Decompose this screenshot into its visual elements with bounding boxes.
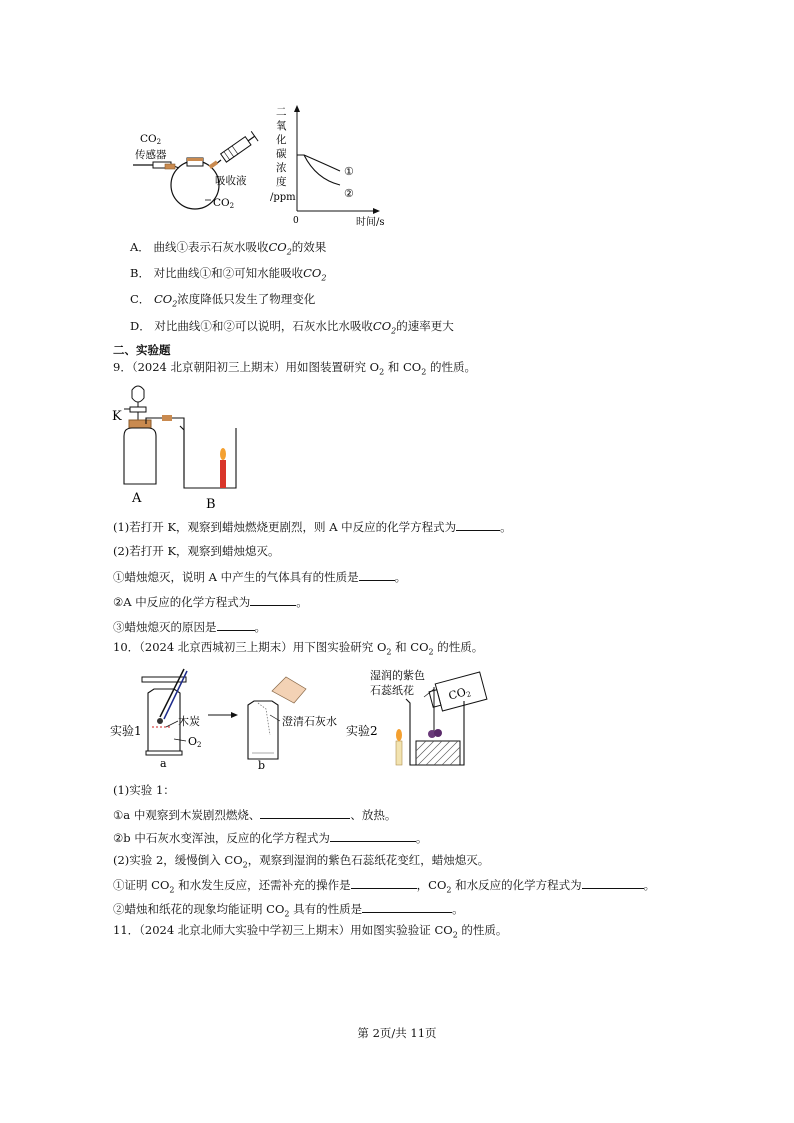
option-b: B． 对比曲线①和②可知水能吸收$CO_2$ — [130, 266, 327, 283]
q9-part2-2: ②A 中反应的化学方程式为 。 — [113, 595, 308, 609]
label-b: B — [206, 497, 216, 510]
page-footer: 第 2页/共 11页 — [357, 1026, 437, 1040]
q9-apparatus-figure — [110, 380, 250, 510]
label-a: A — [132, 491, 142, 506]
litmus-label-2: 石蕊纸花 — [370, 684, 414, 697]
q10-intro: 10．（2024 北京西城初三上期末）用下图实验研究 $O_2$ 和 $CO_2$ 的性质。 — [113, 640, 484, 657]
q10-part2: (2)实验 2，缓慢倒入 $CO_2$，观察到湿润的紫色石蕊纸花变红，蜡烛熄灭。 — [113, 853, 490, 870]
graph-xlabel: 时间/s — [356, 217, 385, 228]
bottle-b-label: b — [258, 759, 266, 772]
charcoal-label: 木炭 — [178, 715, 200, 728]
q10-experiment-figure — [108, 663, 498, 773]
sensor-label-co2: CO2 — [140, 133, 162, 146]
option-c: C． $CO_2$浓度降低只发生了物理变化 — [130, 292, 316, 309]
graph-origin: 0 — [293, 216, 299, 226]
section-title: 二、实验题 — [113, 343, 171, 357]
q10-part1-1: ①a 中观察到木炭剧烈燃烧、 、放热。 — [113, 808, 397, 822]
curve-2 — [304, 155, 340, 185]
svg-text:碳: 碳 — [276, 148, 287, 160]
exp2-label: 实验2 — [346, 724, 378, 738]
flask-co2-label: CO2 — [213, 197, 235, 210]
curve-1 — [297, 155, 340, 171]
q9-part1: (1)若打开 K，观察到蜡烛燃烧更剧烈，则 A 中反应的化学方程式为 。 — [113, 520, 512, 534]
svg-text:氧: 氧 — [276, 120, 287, 132]
limewater-label: 澄清石灰水 — [282, 715, 337, 728]
svg-text:二: 二 — [276, 106, 287, 118]
litmus-label-1: 湿润的紫色 — [370, 669, 425, 682]
q10-part2-2: ②蜡烛和纸花的现象均能证明 $CO_2$ 具有的性质是 。 — [113, 902, 464, 919]
absorb-liquid-label: 吸收液 — [215, 175, 247, 187]
q10-part1-2: ②b 中石灰水变浑浊，反应的化学方程式为 。 — [113, 831, 428, 845]
svg-text:浓: 浓 — [276, 162, 287, 174]
q10-part1: (1)实验 1： — [113, 783, 175, 797]
exp1-label: 实验1 — [110, 724, 142, 738]
co2-concentration-graph — [268, 103, 388, 228]
bottle-a-label: a — [160, 757, 167, 770]
option-d: D． 对比曲线①和②可以说明，石灰水比水吸收$CO_2$的速率更大 — [130, 319, 454, 336]
q9-part2-1: ①蜡烛熄灭，说明 A 中产生的气体具有的性质是 。 — [113, 570, 407, 584]
curve-1-label: ① — [344, 165, 354, 178]
option-a: A． 曲线①表示石灰水吸收$CO_2$的效果 — [130, 240, 327, 257]
o2-label: O2 — [188, 735, 202, 749]
graph-yunit: /ppm — [270, 192, 296, 203]
label-k: K — [112, 409, 122, 424]
q9-part2: (2)若打开 K，观察到蜡烛熄灭。 — [113, 544, 280, 558]
co2-bottle-label: CO2 — [447, 685, 473, 703]
graph-ylabel — [276, 106, 287, 188]
q9-intro: 9．（2024 北京朝阳初三上期末）用如图装置研究 $O_2$ 和 $CO_2$ 的性质。 — [113, 360, 476, 377]
svg-text:度: 度 — [276, 176, 287, 188]
absorption-apparatus-figure — [125, 130, 260, 215]
q9-part2-3: ③蜡烛熄灭的原因是 。 — [113, 620, 266, 634]
q11-intro: 11．（2024 北京北师大实验中学初三上期末）用如图实验验证 $CO_2$ 的性质。 — [113, 923, 508, 940]
sensor-label: 传感器 — [135, 149, 167, 161]
q10-part2-1: ①证明 $CO_2$ 和水发生反应，还需补充的操作是 ，$CO_2$ 和水反应的化学方程式为 。 — [113, 878, 656, 895]
svg-text:化: 化 — [276, 134, 287, 146]
curve-2-label: ② — [344, 187, 354, 200]
